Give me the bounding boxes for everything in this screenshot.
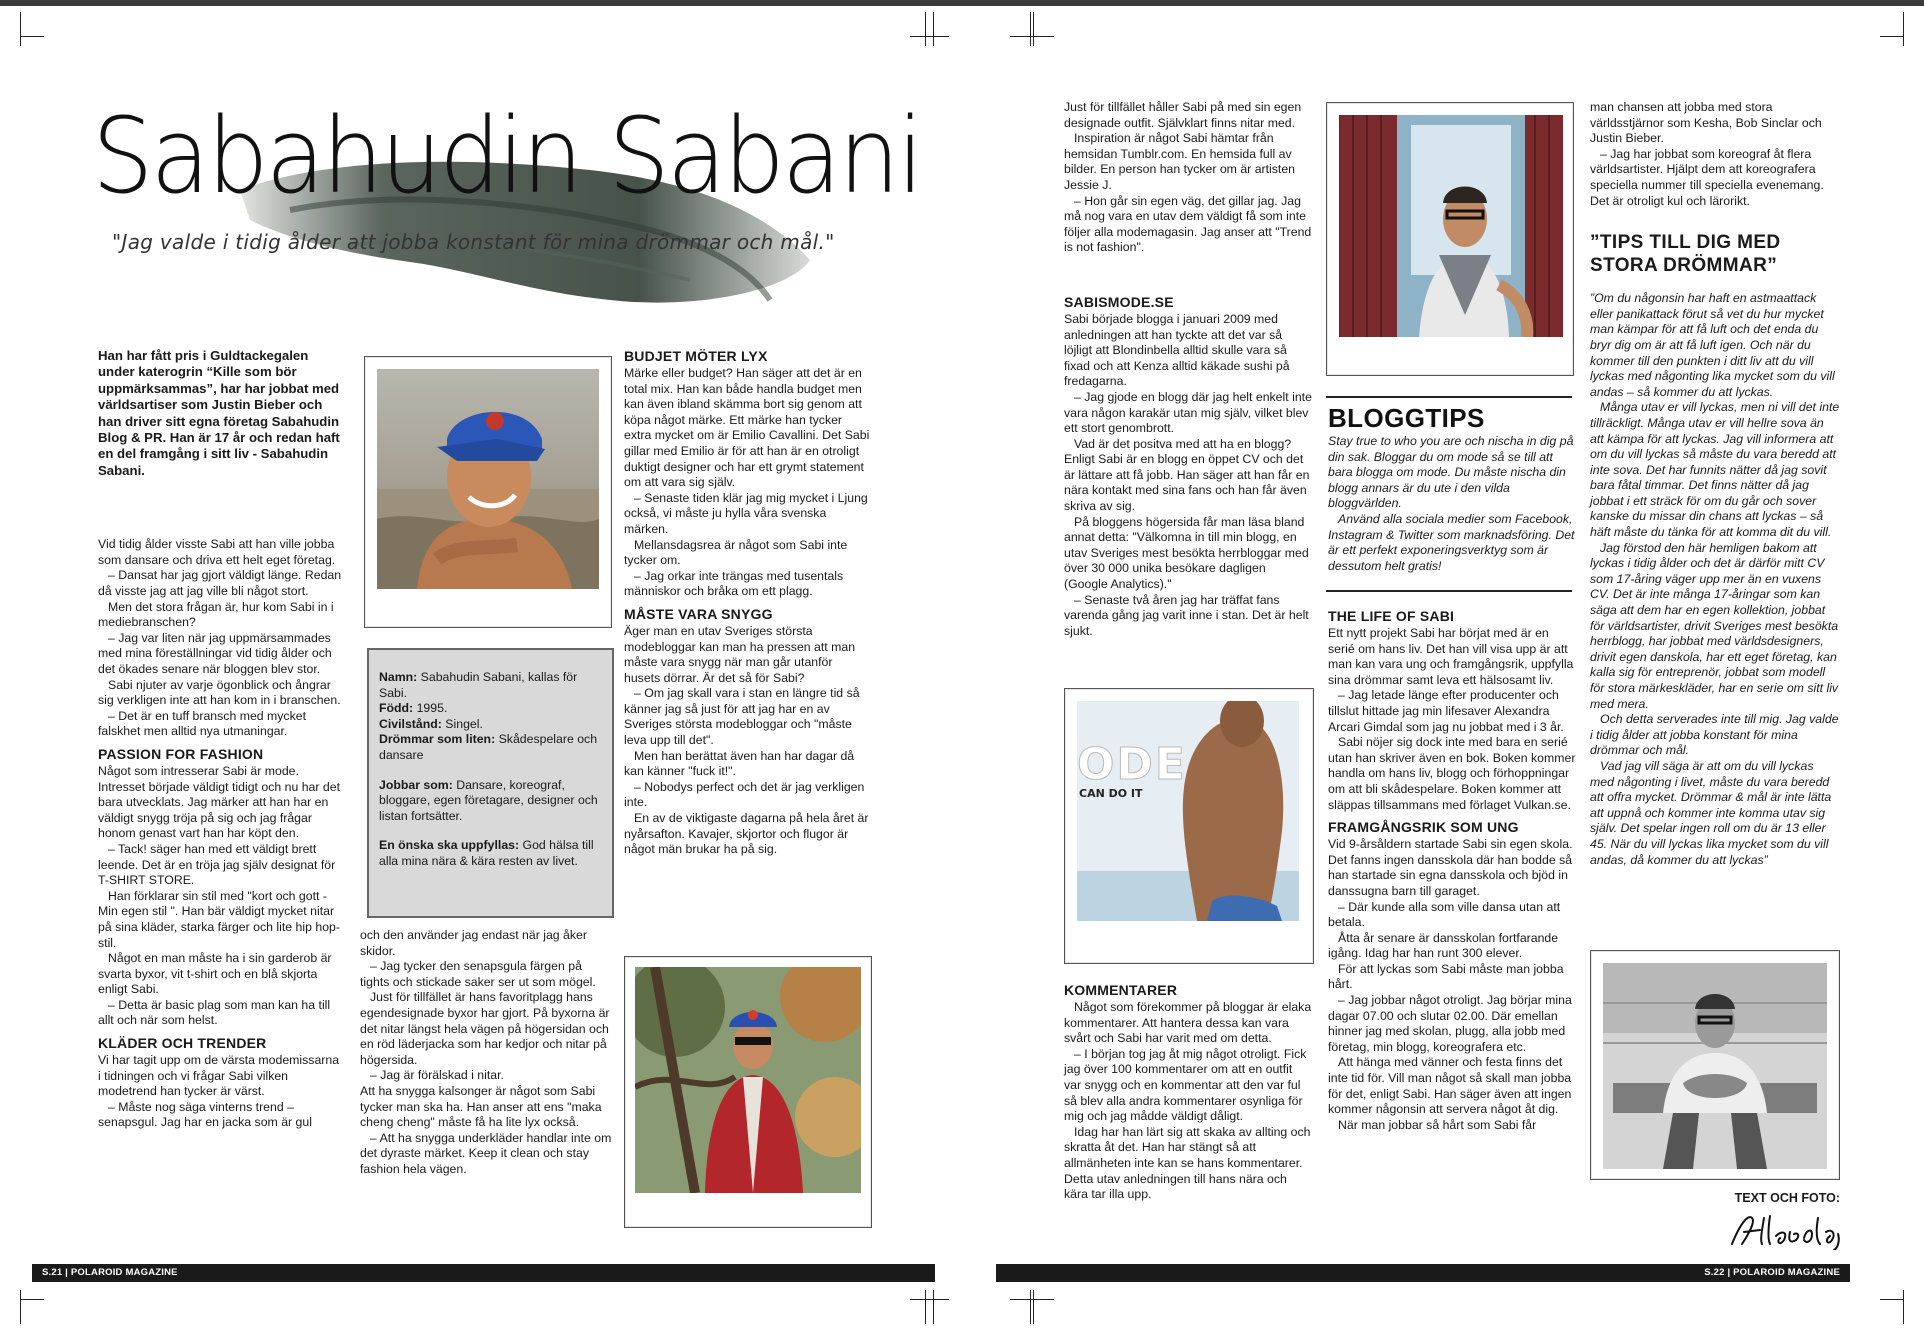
section-rule (1326, 396, 1572, 398)
body-paragraph: Sabi nöjer sig dock inte med bara en serié utan han skriver även en bok. Boken kommer handla om hans liv, blogg och förhoppningar om att bli skådespelare. Boken kommer att släppas tillsammans med förlaget Vulkan.se. (1328, 735, 1576, 812)
body-paragraph: På bloggens högersida får man läsa bland annat detta: "Välkomna in till min blogg, en utav Sveriges mest besökta herrbloggar med över 30 000 unika besökare dagligen (Google Analytics)." (1064, 514, 1309, 592)
body-paragraph: Ett nytt projekt Sabi har börjat med är en serié om hans liv. Det han vill visa upp är att man kan vara ung och framgångsrik, uppfylla sina drömmar samt leva ett hälsosamt liv. (1328, 626, 1574, 687)
body-paragraph: Något som intresserar Sabi är mode. Intresset började väldigt tidigt och nu har det bara utvecklats. Jag märker att han har en väldigt snygg tröja på sig och jag frågar honom genast vart han har köpt den. (98, 763, 340, 841)
quote-paragraph: Och detta serverades inte till mig. Jag valde i tidig ålder att jobba konstant för mina drömmar och mål. (1590, 712, 1839, 758)
body-paragraph: – Där kunde alla som ville dansa utan att betala. (1328, 899, 1561, 930)
photo-boy-red-jacket (635, 967, 861, 1193)
body-paragraph: – Hon går sin egen väg, det gillar jag. Jag må nog vara en utav dem väldigt få som inte följer alla modemagasin. Jag anser att "Trend is not fashion". (1064, 193, 1312, 255)
section-rule (1326, 590, 1572, 592)
tips-quote (1590, 291, 1840, 868)
crop-mark (1020, 12, 1054, 46)
column-5 (1328, 404, 1576, 574)
body-paragraph: Åtta år senare är dansskolan fortfarande igång. Idag har han runt 300 elever. (1328, 930, 1559, 961)
polaroid-frame (364, 356, 612, 628)
crop-mark (10, 1290, 44, 1324)
body-paragraph: – Senaste två åren jag har träffat fans varenda gång jag varit inne i stan. Det är helt sjukt. (1064, 592, 1309, 638)
body-paragraph: Sabi började blogga i januari 2009 med anledningen att han tyckte att det var så löjligt att Blondinbella alltid skulle vara så fixad och att Kenza alltid käkade sushi på fredagarna. (1064, 311, 1290, 389)
section-heading: THE LIFE OF SABI (1328, 608, 1455, 624)
body-paragraph: Vid 9-årsåldern startade Sabi sin egen skola. Det fanns ingen dansskola där han bodde så han startade sin egna dansskola och bjöd in danssugna barn till garaget. (1328, 837, 1573, 898)
polaroid-frame (1064, 688, 1314, 964)
body-paragraph: – Det är en tuff bransch med mycket falskhet men alltid nya utmaningar. (98, 708, 306, 739)
fact-wish: En önska ska uppfyllas: God hälsa till alla mina nära & kära resten av livet. (379, 838, 594, 868)
author-signature (1726, 1210, 1846, 1250)
body-paragraph: – Jag orkar inte trängas med tusentals människor och bråka om ett plagg. (624, 568, 844, 599)
article-subtitle-quote: "Jag valde i tidig ålder att jobba konstant för mina drömmar och mål." (112, 230, 835, 254)
body-paragraph: – Detta är basic plag som man kan ha till allt och när som helst. (98, 997, 331, 1028)
crop-mark (10, 12, 44, 46)
body-paragraph: Något en man måste ha i sin garderob är svarta byxor, vit t-shirt och en blå skjorta enligt Sabi. (98, 951, 332, 997)
fact-born: Född: 1995. (379, 701, 448, 716)
body-paragraph: Idag har han lärt sig att skaka av allting och skratta åt det. Han har stängt så att allmänheten inte kan se hans kommentarer. Detta utav anledningen till hans nära och kära tar illa upp. (1064, 1124, 1311, 1202)
body-paragraph: – Jag gjode en blogg där jag helt enkelt inte vara någon karakär utan mig själv, vilket blev ett stort genombrott. (1064, 389, 1312, 436)
crop-mark (915, 12, 949, 46)
photo-shirtless-boy (1077, 701, 1299, 921)
page-footer-left: S.21 | POLAROID MAGAZINE (32, 1264, 935, 1282)
body-paragraph: Vad är det positva med att ha en blogg? Enligt Sabi är en blogg en öppet CV och det är lättare att få jobb. Han säger att han får en nära kontakt med sina fans och han får även skriva av sig. (1064, 436, 1310, 514)
polaroid-frame (624, 956, 872, 1228)
body-paragraph: – Jag var liten när jag uppmärsammades med mina föreställningar vid tidig ålder och det ökades senare när bloggen blev stor. (98, 630, 332, 676)
column-1 (98, 348, 344, 1131)
body-paragraph: – Jag tycker den senapsgula färgen på tights och stickade saker ser ut som mögel. (360, 959, 596, 989)
body-paragraph: När man jobbar så hårt som Sabi får (1338, 1117, 1537, 1132)
fact-name: Namn: Sabahudin Sabani, kallas för Sabi. (379, 670, 578, 700)
photo-credit-label: TEXT OCH FOTO: (1734, 1191, 1840, 1205)
column-3 (624, 348, 872, 858)
photo-overlay-text: CAN DO IT (1079, 787, 1143, 800)
body-paragraph: Inspiration är något Sabi hämtar från hemsidan Tumblr.com. En hemsida full av bilder. En person han tycker om är artisten Jessie J. (1064, 131, 1296, 192)
body-paragraph: Att ha snygga kalsonger är något som Sabi tycker man ska ha. Han anser att ens "maka cheng cheng" måste få ha lite lyx också. (360, 1083, 602, 1130)
body-paragraph: Vid tidig ålder visste Sabi att han ville jobba som dansare och driva ett helt eget företag. (98, 537, 336, 567)
body-paragraph: – Senaste tiden klär jag mig mycket i Ljung också, vi måste ju hylla våra svenska märken. (624, 490, 868, 536)
polaroid-frame (1590, 950, 1840, 1180)
body-paragraph: Just för tillfället håller Sabi på med sin egen designade outfit. Självklart finns nitar med. (1064, 100, 1302, 130)
column-5-lower (1328, 608, 1576, 1133)
body-paragraph: Något som förekommer på bloggar är elaka kommentarer. Att hantera dessa kan vara svårt och Sabi har varit med om detta. (1064, 1000, 1312, 1046)
tip-paragraph: Stay true to who you are och nischa in dig på din sak. Bloggar du om mode så se till att bara blogga om mode. Du måste nischa din blogg annars är du ute i den vilda bloggvärlden. (1328, 434, 1574, 511)
crop-mark (1020, 1290, 1054, 1324)
crop-mark (915, 1290, 949, 1324)
top-edge-bar (0, 0, 1924, 6)
section-heading: BUDJET MÖTER LYX (624, 348, 768, 364)
body-paragraph: – Om jag skall vara i stan en längre tid så känner jag så just för att jag har en av Sveriges största modebloggar och "måste leva upp till det". (624, 686, 860, 748)
column-4 (1064, 100, 1312, 639)
quote-paragraph: Vad jag vill säga är att om du vill lyckas med någonting i livet, måste du vara beredd att offra mycket. Drömmar & mål är inte lätta att uppnå och kommer inte komma utav sig själv. Det spelar ingen roll om du är 13 eller 45. När du vill lyckas lika mycket som du vill andas, då kommer du att lyckas” (1590, 758, 1832, 867)
body-paragraph: och den använder jag endast när jag åker skidor. (360, 928, 587, 958)
crop-mark (1880, 12, 1914, 46)
body-paragraph: – Att ha snygga underkläder handlar inte om det dyraste märket. Keep it clean och stay fashion hela vägen. (360, 1130, 612, 1176)
tip-paragraph: Använd alla sociala medier som Facebook, Instagram & Twitter som marknadsföring. Det är ett perfekt exponeringsverktyg som är dessutom helt gratis! (1328, 511, 1575, 573)
photo-boy-doorway (1339, 115, 1563, 337)
column-4-lower (1064, 982, 1312, 1203)
body-paragraph: Men det stora frågan är, hur kom Sabi in i mediebranschen? (98, 599, 334, 630)
body-paragraph: Äger man en utav Sveriges största modebloggar kan man ha pressen att man måste vara snygg när man går utanför husets dörrar. Är det så för Sabi? (624, 623, 856, 685)
body-paragraph: Men han berättat även han har dagar då kan känner "fuck it!". (624, 748, 855, 779)
body-paragraph: – Jag jobbar något otroligt. Jag börjar mina dagar 07.00 och slutar 02.00. Där emellan hinner jag med skolan, plugg, alla jobb med företag, min blogg, koreografera etc. (1328, 993, 1572, 1054)
section-heading: PASSION FOR FASHION (98, 745, 264, 762)
body-paragraph: – Jag har jobbat som koreograf åt flera världsartister. Hjälpt dem att koreografera speciella nummer till speciella evenemang. Det är otroligt kul och lärorikt. (1590, 146, 1824, 208)
body-paragraph: Just för tillfället är hans favoritplagg hans egendesignade byxor har gjort. På byxorna är det nitar längst hela vägen på högersidan och en röd läderjacka som har kedjor och nitar på högersida. (360, 990, 610, 1067)
body-paragraph: – Jag letade länge efter producenter och tillslut hittade jag min lifesaver Alexandra Arcari Gimdal som jag nu jobbat med i 3 år. (1328, 688, 1564, 734)
body-paragraph: Sabi njuter av varje ögonblick och ångrar sig verkligen inte att han kom in i branschen. (98, 677, 341, 708)
fact-status: Civilstånd: Singel. (379, 716, 483, 731)
column-2-lower (360, 928, 614, 1178)
fact-works: Jobbar som: Dansare, koreograf, bloggare, egen företagare, designer och listan fortsätter. (379, 777, 598, 823)
body-paragraph: Märke eller budget? Han säger att det är en total mix. Han kan både handla budget men kan även ibland skämma bort sig genom att köpa något märke. Ett märke han tycker extra mycket om är Emilio Cavallini. Det Sabi gillar med Emilio är för att han är en otroligt duktigt designer och har ett grymt statement om att vara sig själv. (624, 366, 870, 490)
body-paragraph: Mellansdagsrea är något som Sabi inte tycker om. (624, 537, 848, 568)
body-paragraph: – I början tog jag åt mig något otroligt. Fick jag över 100 kommentarer om att en outfit var snygg och en kommentar att den var ful så blev alla andra kommentarer osynliga för mig och jag mådde väldigt dåligt. (1064, 1046, 1307, 1124)
article-title: Sabahudin Sabani (92, 95, 922, 217)
body-paragraph: En av de viktigaste dagarna på hela året är nyårsafton. Kavajer, skjortor och flugor är något män brukar ha på sig. (624, 811, 869, 857)
lead-paragraph: Han har fått pris i Guldtackegalen under katerogrin “Kille som bör uppmärksammas”, har har jobbat med världsartiser som Justin Bieber och han driver sitt egna företag Sabahudin Blog & PR. Han är 17 år och redan haft en del framgång i sitt liv - Sabahudin Sabani. (98, 348, 340, 478)
bloggtips-box (1328, 434, 1576, 574)
section-heading: KLÄDER OCH TRENDER (98, 1035, 267, 1052)
section-heading: KOMMENTARER (1064, 982, 1178, 998)
body-paragraph: Att hänga med vänner och festa finns det inte tid för. Vill man något så skall man jobba för det, enligt Sabi. Han säger även att ingen kommer någonsin att servera något åt dig. (1328, 1055, 1572, 1117)
body-paragraph: – Jag är förälskad i nitar. (370, 1068, 504, 1083)
photo-overlay-text: ODE (1077, 739, 1187, 790)
body-paragraph: man chansen att jobba med stora världsstjärnor som Kesha, Bob Sinclar och Justin Bieber. (1590, 100, 1822, 146)
body-paragraph: – Måste nog säga vinterns trend – senapsgul. Jag har en jacka som är gul (98, 1099, 312, 1130)
quote-paragraph: Många utav er vill lyckas, men ni vill det inte tillräckligt. Många utav er vill hellre sova än att kämpa för att lyckas. Jag vill informera att om du vill lyckas så måste du vara beredd att inte sova. Det har funnits nätter då jag sovit bara fåtal timmar. Det finns nätter då jag jobbat i ett sträck för om du går och sover kanske du missar din chans att lyckas – så häft måste du tänka för att komma dit du vill. (1590, 400, 1840, 540)
fact-dream: Drömmar som liten: Skådespelare och dansare (379, 732, 598, 762)
section-heading: SABISMODE.SE (1064, 293, 1174, 310)
tips-heading: ”TIPS TILL DIG MED STORA DRÖMMAR” (1590, 232, 1781, 277)
body-paragraph: Han förklarar sin stil med "kort och gott - Min egen stil ". Han bär väldigt mycket nitar på sina kläder, starka färger och lite hip hop-stil. (98, 888, 340, 950)
column-6 (1590, 100, 1840, 868)
bloggtips-heading: BLOGGTIPS (1328, 403, 1485, 433)
quote-paragraph: ”Om du någonsin har haft en astmaattack eller panikattack förut så vet du hur mycket man kämpar för att få luft och det enda du bryr dig om är att få luft igen. Och när du kommer till den punkten i ditt liv att du vill lyckas med någonting lika mycket som du vill andas – så kommer du att lyckas. (1590, 291, 1835, 399)
profile-fact-box (367, 648, 614, 918)
photo-smiling-boy-cap (377, 369, 599, 589)
section-heading: FRAMGÅNGSRIK SOM UNG (1328, 819, 1519, 836)
body-paragraph: Vi har tagit upp om de värsta modemissarna i tidningen och vi frågar Sabi vilken modetrend han tycker är värst. (98, 1053, 340, 1099)
section-heading: MÅSTE VARA SNYGG (624, 605, 773, 622)
body-paragraph: – Dansat har jag gjort väldigt länge. Redan då visste jag att jag ville bli något stort. (98, 568, 342, 599)
polaroid-frame (1326, 102, 1574, 376)
body-paragraph: – Nobodys perfect och det är jag verkligen inte. (624, 779, 865, 810)
photo-boy-seated-bw (1603, 963, 1827, 1169)
page-footer-right: S.22 | POLAROID MAGAZINE (996, 1264, 1850, 1282)
quote-paragraph: Jag förstod den här hemligen bakom att lyckas i tidig ålder och det är därför mitt CV som 17-åring väger upp mer än en vuxens CV. Det är inte många 17-åringar som kan säga att dem har en egen kollektion, jobbat för världsartister, drivit Sveriges mest besökta herrblogg, har jobbat med världsdesigners, drivit egen danskola, har ett eget företag, kan kalla sig för entreprenör, jobbat som modell för stora märkeskläder, har en serie om sitt liv med mera. (1590, 540, 1839, 711)
body-paragraph: – Tack! säger han med ett väldigt brett leende. Det är en tröja jag själv designat för T-SHIRT STORE. (98, 841, 336, 888)
crop-mark (1880, 1290, 1914, 1324)
body-paragraph: För att lyckas som Sabi måste man jobba hårt. (1328, 961, 1564, 992)
